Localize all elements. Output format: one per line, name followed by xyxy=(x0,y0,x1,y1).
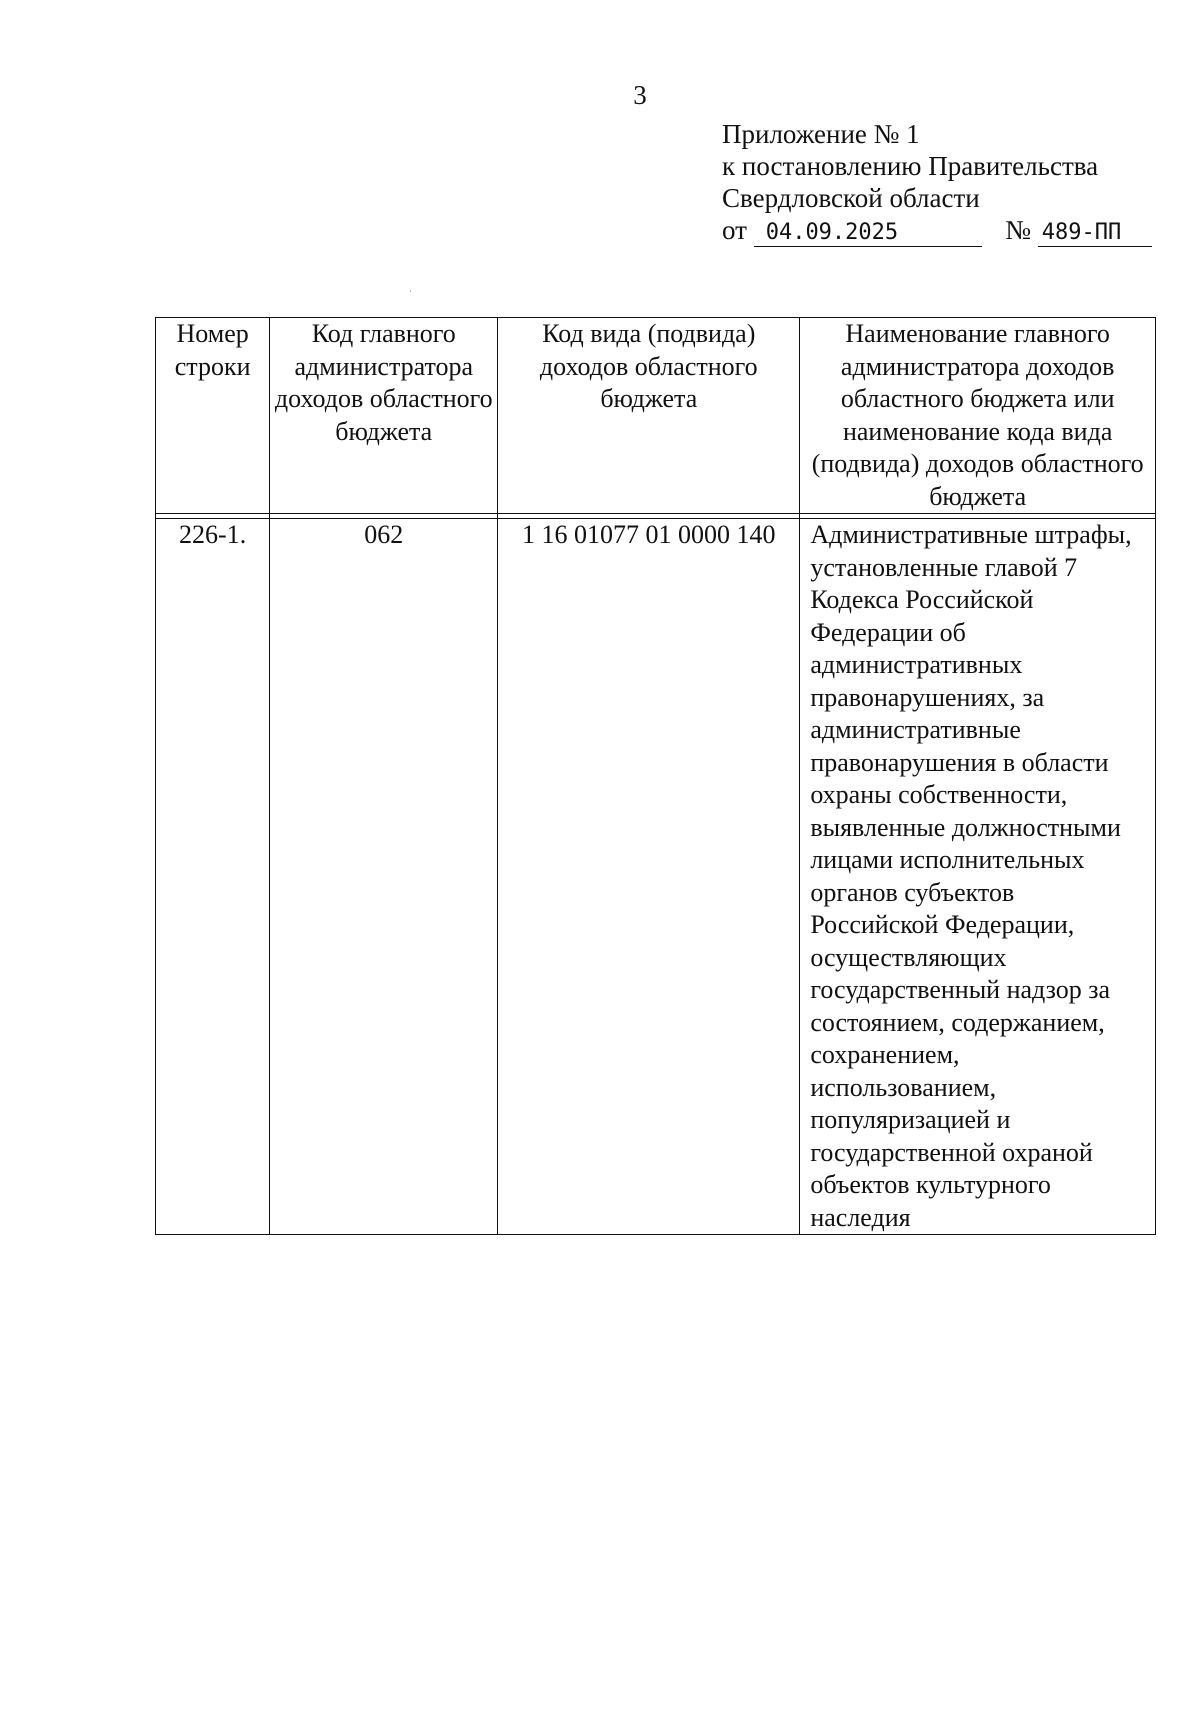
table-row xyxy=(155,518,1156,1235)
header-income-code: Код вида (подвида) доходов областного бюджета xyxy=(497,317,799,513)
income-codes-table xyxy=(155,317,1156,1235)
resolution-date: 04.09.2025 xyxy=(754,220,982,247)
header-row-number: Номер строки xyxy=(155,317,269,513)
annex-block xyxy=(722,118,1152,247)
annex-reference: к постановлению Правительства xyxy=(722,151,1099,181)
number-label: № xyxy=(1005,215,1031,245)
annex-region: Свердловской области xyxy=(722,183,980,213)
resolution-number: 489-ПП xyxy=(1038,220,1152,247)
from-label: от xyxy=(722,215,747,245)
scan-speck xyxy=(410,290,411,292)
table-header-row xyxy=(155,317,1156,513)
income-name: Административные штрафы, установленные главой 7 Кодекса Российской Федерации об административных правонарушениях, за административные правонарушения в области охраны собственности, выявленные должностными лицами исполнительных органов субъектов Российской Федерации, осуществляющих государственный надзор за состоянием, содержанием, сохранением, использованием, популяризацией и государственной охраной объектов культурного наследия xyxy=(799,518,1156,1235)
header-admin-code: Код главного администратора доходов областного бюджета xyxy=(269,317,497,513)
page-number: 3 xyxy=(633,80,647,110)
header-name: Наименование главного администратора доходов областного бюджета или наименование кода вида (подвида) доходов областного бюджета xyxy=(799,317,1156,513)
admin-code: 062 xyxy=(269,518,497,1235)
income-code: 1 16 01077 01 0000 140 xyxy=(497,518,799,1235)
row-number: 226-1. xyxy=(155,518,269,1235)
annex-title: Приложение № 1 xyxy=(722,119,920,149)
annex-date-line xyxy=(722,214,1152,247)
